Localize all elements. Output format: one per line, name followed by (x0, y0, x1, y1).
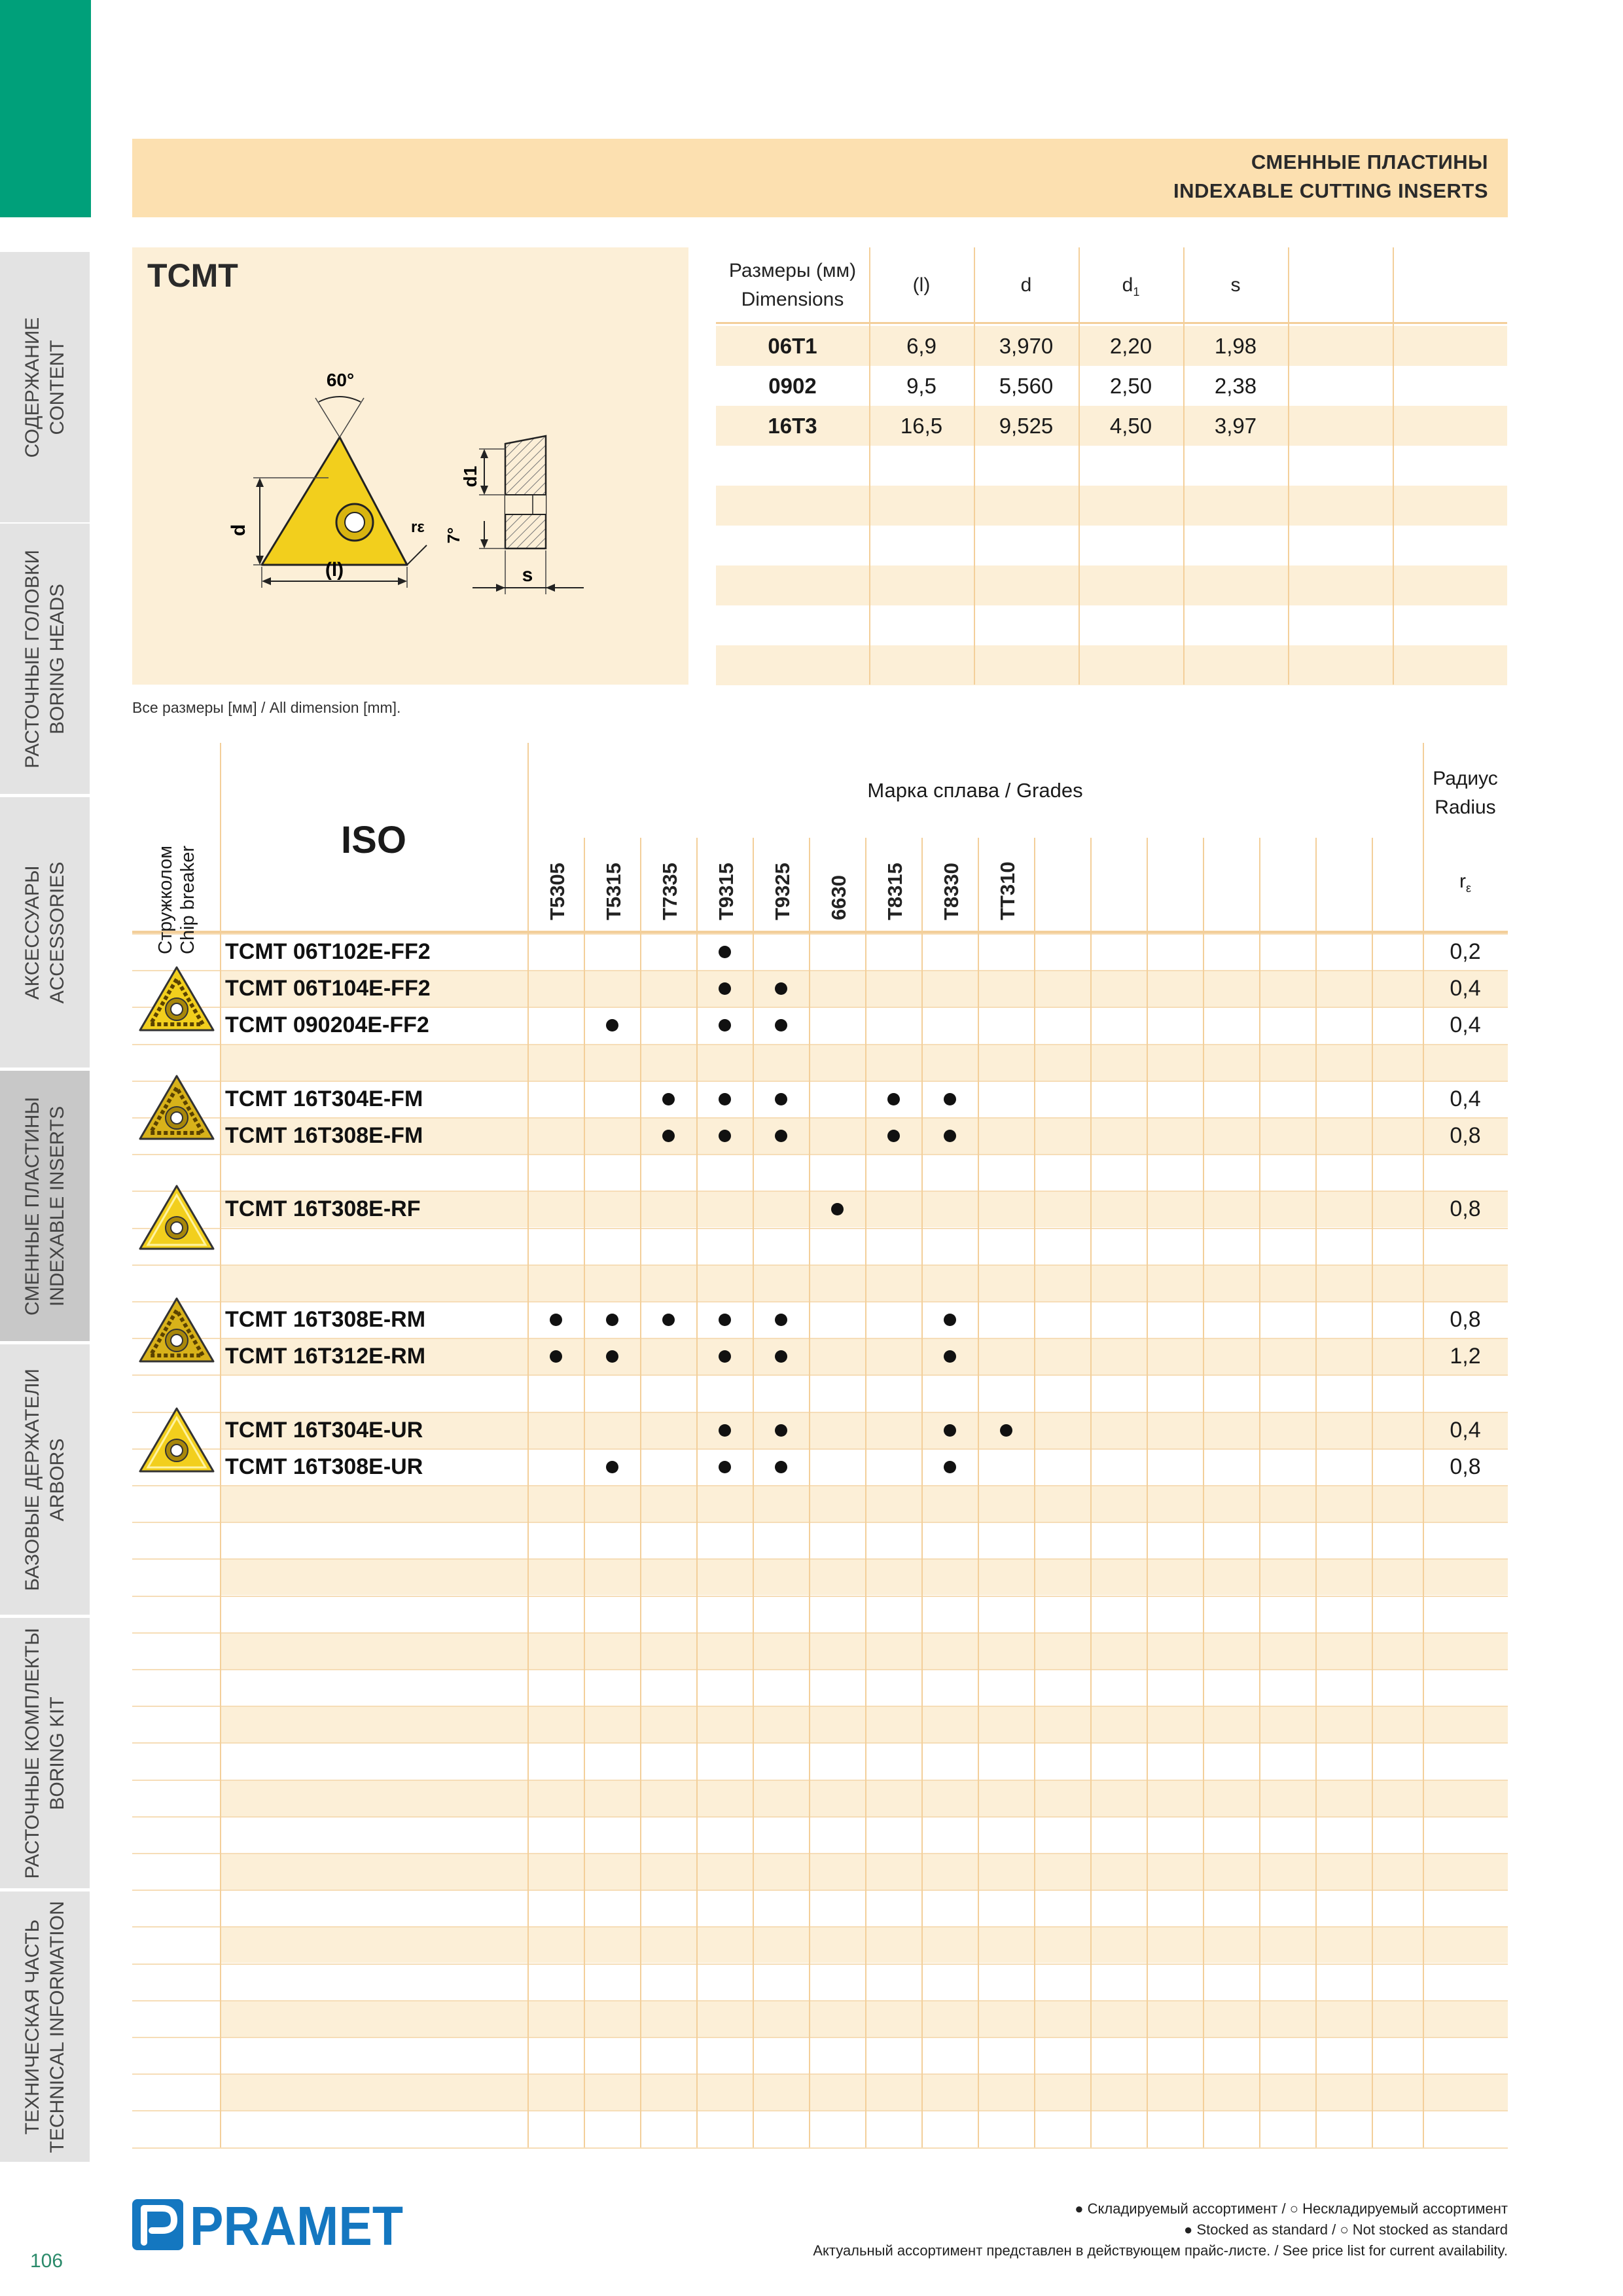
stocked-dot-t7335 (662, 1130, 675, 1142)
dimensions-column-header-text: d (1020, 274, 1032, 296)
sidebar-tab-label (20, 861, 70, 1003)
grades-column-divider (1372, 838, 1373, 2147)
grades-row-divider (132, 1265, 1508, 1266)
dimensions-header-divider (716, 322, 1507, 324)
dimensions-column-divider (1288, 247, 1289, 685)
dimensions-column-header (974, 271, 1079, 300)
stocked-dot-t5315 (606, 1461, 618, 1473)
iso-code: TCMT 16T304E-FM (225, 1086, 423, 1111)
grades-row-divider (132, 2000, 1508, 2001)
stocked-dot-t9315 (719, 1314, 731, 1326)
s-dimension-label: s (522, 564, 533, 586)
sidebar-tab-content[interactable] (0, 252, 90, 526)
dimensions-cell-d: 3,970 (999, 334, 1054, 358)
side-view-section-icon (505, 436, 546, 548)
sidebar-tab-label-ru: АКСЕССУАРЫ (21, 865, 43, 999)
dimensions-row-bg (716, 486, 1507, 526)
grades-row-divider (132, 1558, 1508, 1560)
dimensions-cell-s: 3,97 (1214, 414, 1257, 438)
sidebar-tab-label-ru: РАСТОЧНЫЕ КОМПЛЕКТЫ (21, 1627, 43, 1879)
dimensions-header-en: Dimensions (741, 289, 844, 310)
pramet-logo-text: PRAMET (190, 2198, 403, 2251)
grade-column-header: T8330 (940, 863, 963, 920)
stocked-dot-t9325 (775, 1093, 787, 1105)
dimensions-column-divider (1183, 247, 1185, 685)
grade-column-header: T9315 (715, 863, 738, 920)
grades-row-bg (220, 1558, 1508, 1595)
dimensions-column-header (869, 271, 974, 300)
dimensions-header (716, 257, 869, 314)
dimensions-row-bg (716, 605, 1507, 645)
grades-row-bg (220, 1706, 1508, 1742)
iso-code: TCMT 06T102E-FF2 (225, 939, 431, 964)
stocked-dot-t8330 (944, 1424, 956, 1437)
stocked-dot-t9315 (719, 946, 731, 958)
grades-row-divider (132, 1780, 1508, 1781)
grades-column-divider (753, 838, 754, 2147)
grade-column-header: TT310 (996, 861, 1019, 920)
page-number: 106 (30, 2250, 63, 2272)
stocked-dot-t8330 (944, 1314, 956, 1326)
dimensions-cell-d1: 4,50 (1109, 414, 1152, 438)
dimensions-cell-size: 0902 (768, 374, 817, 398)
radius-value: 0,4 (1450, 1013, 1481, 1038)
dimensions-row-bg (716, 446, 1507, 486)
grades-column-divider (978, 838, 979, 2147)
grades-row-divider (132, 2037, 1508, 2038)
grades-row-divider (132, 2073, 1508, 2075)
radius-value: 1,2 (1450, 1344, 1481, 1369)
sidebar-tab-label-ru: БАЗОВЫЕ ДЕРЖАТЕЛИ (21, 1368, 43, 1591)
grades-column-divider (1147, 838, 1148, 2147)
grades-column-divider (527, 743, 529, 2147)
iso-header: ISO (341, 819, 406, 861)
grades-column-divider (1034, 838, 1035, 2147)
grades-column-divider (220, 743, 221, 2147)
grades-column-divider (1259, 838, 1260, 2147)
grades-row-bg (220, 1632, 1508, 1669)
grades-row-divider (132, 1669, 1508, 1670)
radius-value: 0,4 (1450, 1086, 1481, 1111)
grades-row-divider (132, 1228, 1508, 1229)
stocked-dot-t9315 (719, 1019, 731, 1031)
radius-value: 0,8 (1450, 1196, 1481, 1222)
grades-row-divider (132, 1742, 1508, 1744)
d1-subscript: 1 (1133, 285, 1140, 298)
chip-breaker-header-en: Chip breaker (177, 845, 198, 954)
chip-breaker-rf-icon (135, 1181, 219, 1254)
sidebar-tab-indexable-inserts[interactable] (0, 1071, 90, 1344)
grades-column-divider (921, 838, 923, 2147)
grades-row-bg (220, 1926, 1508, 1963)
grades-row-bg (220, 1853, 1508, 1890)
sidebar-tab-label-ru: СОДЕРЖАНИЕ (21, 317, 43, 457)
grades-row-divider (132, 1706, 1508, 1707)
chip-breaker-ur-icon (135, 1403, 219, 1477)
dimensions-column-header-text: s (1230, 274, 1241, 296)
iso-code: TCMT 16T308E-UR (225, 1454, 423, 1479)
d-dimension-label: d (228, 524, 249, 537)
grades-column-divider (1090, 838, 1092, 2147)
sidebar-tab-label (20, 1628, 70, 1878)
stocked-dot-t9325 (775, 1461, 787, 1473)
grades-column-divider (1203, 838, 1204, 2147)
dimensions-row-bg (716, 565, 1507, 605)
chip-breaker-fm-icon (135, 1071, 219, 1144)
iso-code: TCMT 090204E-FF2 (225, 1013, 429, 1038)
grades-row-divider (132, 1154, 1508, 1155)
stocked-dot-t9325 (775, 1424, 787, 1437)
dimension-note: Все размеры [мм] / All dimension [mm]. (132, 699, 401, 716)
radius-value: 0,2 (1450, 939, 1481, 964)
dimensions-row-bg (716, 645, 1507, 685)
angle-7-label: 7° (444, 527, 463, 544)
grades-row-divider (132, 2147, 1508, 2149)
sidebar-accent (0, 0, 91, 217)
grade-column-header: T9325 (771, 863, 794, 920)
dimensions-column-divider (869, 247, 870, 685)
sidebar-tab-label (20, 1097, 70, 1316)
grades-row-bg (220, 1485, 1508, 1522)
stocked-dot-t8330 (944, 1130, 956, 1142)
grade-column-header: T7335 (658, 863, 681, 920)
pramet-logo (132, 2198, 407, 2251)
header-title-en: INDEXABLE CUTTING INSERTS (1173, 179, 1488, 202)
grades-row-divider (132, 2110, 1508, 2111)
stocked-dot-t9315 (719, 1461, 731, 1473)
grades-row-divider (132, 1485, 1508, 1486)
stocked-dot-t8330 (944, 1093, 956, 1105)
grade-column-header: T8315 (883, 863, 906, 920)
dimensions-column-header-text: (l) (912, 274, 931, 296)
sidebar-tab-label-ru: СМЕННЫЕ ПЛАСТИНЫ (21, 1096, 43, 1316)
radius-header-en: Radius (1435, 797, 1496, 818)
dimensions-cell-d: 9,525 (999, 414, 1054, 438)
stocked-dot-t8315 (887, 1130, 900, 1142)
sidebar-tab-label-en: INDEXABLE INSERTS (46, 1105, 68, 1306)
dimensions-cell-l: 6,9 (906, 334, 936, 358)
sidebar-tab-boring-heads[interactable] (0, 524, 90, 797)
dimensions-column-header (1183, 271, 1288, 300)
sidebar-tab-boring-kit[interactable] (0, 1618, 90, 1892)
stocked-dot-tt310 (1000, 1424, 1012, 1437)
sidebar-tab-arbors[interactable] (0, 1344, 90, 1618)
sidebar-tab-label-en: TECHNICAL INFORMATION (46, 1900, 68, 2153)
grades-row-bg (220, 1265, 1508, 1301)
radius-value: 0,8 (1450, 1307, 1481, 1332)
insert-dimension-drawing (132, 247, 688, 685)
l-dimension-label: (l) (325, 559, 344, 581)
sidebar-tab-label-ru: ТЕХНИЧЕСКАЯ ЧАСТЬ (21, 1919, 43, 2134)
stocked-dot-t9315 (719, 1130, 731, 1142)
stocked-dot-t5315 (606, 1314, 618, 1326)
d1-dimension-label: d1 (460, 465, 480, 488)
iso-code: TCMT 16T304E-UR (225, 1417, 423, 1443)
stocked-dot-t5315 (606, 1019, 618, 1031)
sidebar-tab-accessories[interactable] (0, 797, 90, 1071)
chip-breaker-header (154, 845, 199, 954)
grades-row-divider (132, 1374, 1508, 1376)
grades-column-divider (865, 838, 866, 2147)
radius-header (1423, 764, 1508, 822)
section-header (132, 139, 1508, 217)
sidebar-tab-label (20, 550, 70, 768)
grades-column-divider (640, 838, 641, 2147)
iso-code: TCMT 16T308E-RM (225, 1307, 426, 1332)
iso-code: TCMT 16T312E-RM (225, 1344, 426, 1369)
radius-value: 0,4 (1450, 1417, 1481, 1443)
corner-radius-label: rε (411, 518, 425, 536)
sidebar-tab-technical-information[interactable] (0, 1892, 90, 2165)
angle-60-label: 60° (326, 370, 355, 390)
grades-row-divider (132, 1853, 1508, 1854)
legend-note: Актуальный ассортимент представлен в действующем прайс-листе. / See price list for current availability. (813, 2242, 1508, 2259)
legend-en: ● Stocked as standard / ○ Not stocked as standard (1184, 2221, 1508, 2238)
sidebar-tab-label (20, 317, 70, 457)
dimensions-column-header (1079, 271, 1183, 306)
grades-row-bg (220, 2000, 1508, 2037)
stocked-dot-t9315 (719, 1424, 731, 1437)
radius-symbol-sub: ε (1465, 882, 1472, 895)
grade-column-header: 6630 (827, 875, 850, 920)
legend-ru: ● Складируемый ассортимент / ○ Нескладируемый ассортимент (1075, 2200, 1508, 2217)
sidebar-tab-label-en: BORING HEADS (46, 583, 68, 734)
dimensions-cell-s: 2,38 (1214, 374, 1257, 398)
sidebar-tab-label-ru: РАСТОЧНЫЕ ГОЛОВКИ (21, 549, 43, 768)
grades-row-divider (132, 1964, 1508, 1965)
iso-code: TCMT 16T308E-FM (225, 1123, 423, 1148)
iso-code: TCMT 16T308E-RF (225, 1196, 421, 1222)
stocked-dot-t5305 (550, 1314, 562, 1326)
radius-header-ru: Радиус (1433, 768, 1498, 789)
grades-row-divider (132, 1632, 1508, 1634)
grades-row-divider (132, 1890, 1508, 1891)
radius-value: 0,8 (1450, 1454, 1481, 1479)
dimensions-cell-d1: 2,50 (1109, 374, 1152, 398)
dimensions-column-divider (974, 247, 975, 685)
grades-column-divider (584, 838, 585, 2147)
stocked-dot-t9315 (719, 1093, 731, 1105)
dimensions-cell-size: 06T1 (768, 334, 817, 358)
grades-column-divider (696, 838, 698, 2147)
stocked-dot-t7335 (662, 1314, 675, 1326)
grades-column-divider (1315, 838, 1317, 2147)
dimensions-cell-l: 16,5 (900, 414, 943, 438)
grades-title: Марка сплава / Grades (867, 779, 1083, 802)
pramet-logo-icon (132, 2199, 183, 2250)
sidebar-tab-label-en: BORING KIT (46, 1696, 68, 1810)
grades-row-divider (132, 1596, 1508, 1597)
sidebar-tab-label-en: ACCESSORIES (46, 861, 68, 1003)
sidebar-tab-label (20, 1901, 70, 2153)
dimensions-cell-size: 16T3 (768, 414, 817, 438)
radius-symbol-r: r (1459, 870, 1466, 892)
grades-row-bg (220, 1044, 1508, 1081)
stocked-dot-t9325 (775, 1130, 787, 1142)
stocked-dot-t9325 (775, 1019, 787, 1031)
stocked-dot-t7335 (662, 1093, 675, 1105)
radius-value: 0,8 (1450, 1123, 1481, 1148)
dimensions-cell-d1: 2,20 (1109, 334, 1152, 358)
dimensions-cell-d: 5,560 (999, 374, 1054, 398)
sidebar-tab-label-en: CONTENT (46, 340, 68, 435)
dimensions-column-divider (1393, 247, 1394, 685)
grades-row-bg (220, 1780, 1508, 1816)
grades-row-divider (132, 1926, 1508, 1928)
sidebar-tab-label-en: ARBORS (46, 1438, 68, 1521)
triangle-insert-icon (262, 437, 407, 565)
dimensions-row-bg (716, 526, 1507, 565)
radius-symbol (1423, 870, 1508, 895)
dimensions-cell-s: 1,98 (1214, 334, 1257, 358)
chip-breaker-rm-icon (135, 1293, 219, 1367)
sidebar-tab-label (20, 1369, 70, 1591)
grades-row-bg (220, 2073, 1508, 2110)
grade-column-header: T5315 (602, 863, 625, 920)
stocked-dot-t8315 (887, 1093, 900, 1105)
iso-code: TCMT 06T104E-FF2 (225, 976, 431, 1001)
grade-column-header: T5305 (546, 863, 569, 920)
dimensions-header-ru: Размеры (мм) (728, 260, 857, 281)
dimensions-column-divider (1079, 247, 1080, 685)
radius-value: 0,4 (1450, 976, 1481, 1001)
header-title-ru: СМЕННЫЕ ПЛАСТИНЫ (1251, 151, 1488, 173)
grades-row-divider (132, 1044, 1508, 1045)
chip-breaker-header-ru: Стружколом (155, 845, 176, 954)
stocked-dot-t8330 (944, 1461, 956, 1473)
grades-column-divider (809, 838, 810, 2147)
dimensions-column-header-text: d (1122, 274, 1133, 296)
grades-row-divider (132, 1816, 1508, 1818)
dimensions-cell-l: 9,5 (906, 374, 936, 398)
grades-row-divider (132, 1522, 1508, 1523)
insert-type-title: TCMT (147, 257, 238, 294)
stocked-dot-t9325 (775, 1314, 787, 1326)
chip-breaker-ff2-icon (135, 962, 219, 1035)
